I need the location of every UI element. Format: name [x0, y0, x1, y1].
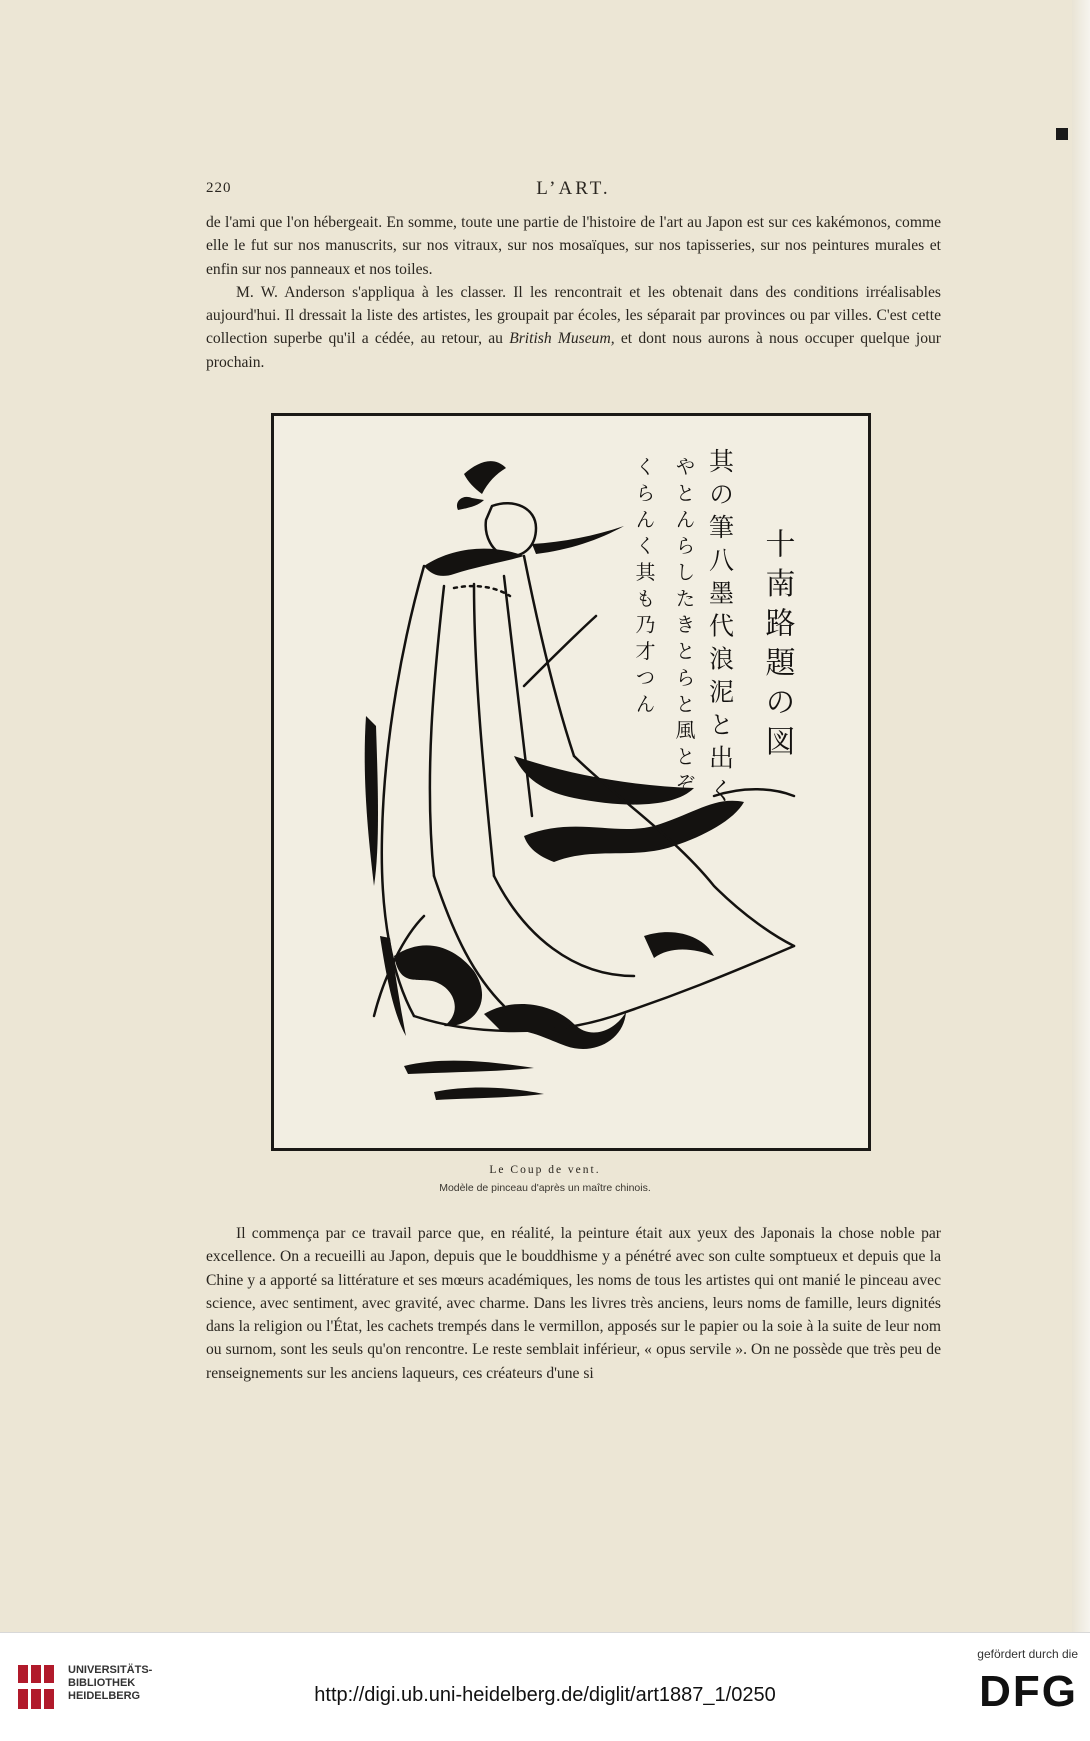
page-number: 220	[206, 180, 232, 196]
logo-line: UNIVERSITÄTS-	[68, 1664, 153, 1676]
logo-line: HEIDELBERG	[68, 1690, 141, 1702]
illustration-frame	[271, 413, 871, 1151]
paragraph: de l'ami que l'on hébergeait. En somme, toute une partie de l'histoire de l'art au Japon est sur ces kakémonos, comme elle le fut sur nos manuscrits, sur nos vitraux, sur nos mosaïques, sur nos tapisseries, sur nos peintures murales et enfin sur nos panneaux et nos toiles.	[206, 214, 941, 278]
calligraphy-column-3: や と ん ら し た き と ら と 風 と ぞ	[672, 456, 696, 793]
paragraph-text: M. W. Anderson s'appliqua à les classer. Il les rencontrait et les obtenait dans des conditions irréalisables aujourd'hui. Il dressait la liste des artistes, les groupait par écoles, les séparait par provinces ou par villes. C'est cette collection superbe qu'il a cédée, au retour, au	[206, 283, 941, 348]
figure-caption-subtitle: Modèle de pinceau d'après un maître chinois.	[439, 1182, 651, 1194]
logo-line: BIBLIOTHEK	[68, 1677, 136, 1689]
funded-by-label: gefördert durch die	[977, 1647, 1078, 1661]
bottom-text-block	[206, 1222, 941, 1385]
italic-text: British Museum,	[509, 330, 615, 348]
top-text-block	[206, 211, 941, 374]
permalink-url[interactable]: http://digi.ub.uni-heidelberg.de/diglit/art1887_1/0250	[314, 1684, 776, 1706]
calligraphy-column-4: く ら ん く 其 も 乃 才 つ ん	[632, 456, 656, 714]
page-edge	[1072, 0, 1090, 1632]
ink-painting-figure	[274, 416, 868, 1148]
dfg-logo[interactable]: DFG	[979, 1667, 1078, 1716]
digitization-footer	[0, 1632, 1090, 1741]
paragraph	[206, 281, 941, 374]
paragraph-text: et dont nous aurons à nous occuper quelque jour prochain.	[206, 330, 941, 371]
page-header	[206, 180, 941, 206]
registration-mark	[1056, 128, 1068, 140]
calligraphy-column-1: 十 南 路 題 の 図	[759, 528, 795, 756]
running-title: L’ART.	[536, 178, 611, 199]
paragraph: Il commença par ce travail parce que, en réalité, la peinture était aux yeux des Japonais la chose noble par excellence. On a recueilli au Japon, depuis que le bouddhisme y a pénétré avec son culte somptueux et depuis que la Chine y a apporté sa littérature et ses mœurs académiques, les noms de tous les artistes qui ont manié le pinceau avec science, avec sentiment, avec gravité, avec charme. Dans les livres très anciens, leurs noms de famille, leurs dignités dans la religion ou l'État, les cachets trempés dans le vermillon, apposés sur le papier ou la soie à la suite de leur nom ou surnom, sont les seuls qu'on rencontre. Le reste semblait inférieur, « opus servile ». On ne possède que très peu de renseignements sur les anciens laqueurs, ces créateurs d'une si	[206, 1225, 941, 1382]
calligraphy-column-2: 其 の 筆 八 墨 代 浪 泥 と 出 く	[705, 448, 735, 803]
figure-caption-title: Le Coup de vent.	[489, 1164, 601, 1176]
